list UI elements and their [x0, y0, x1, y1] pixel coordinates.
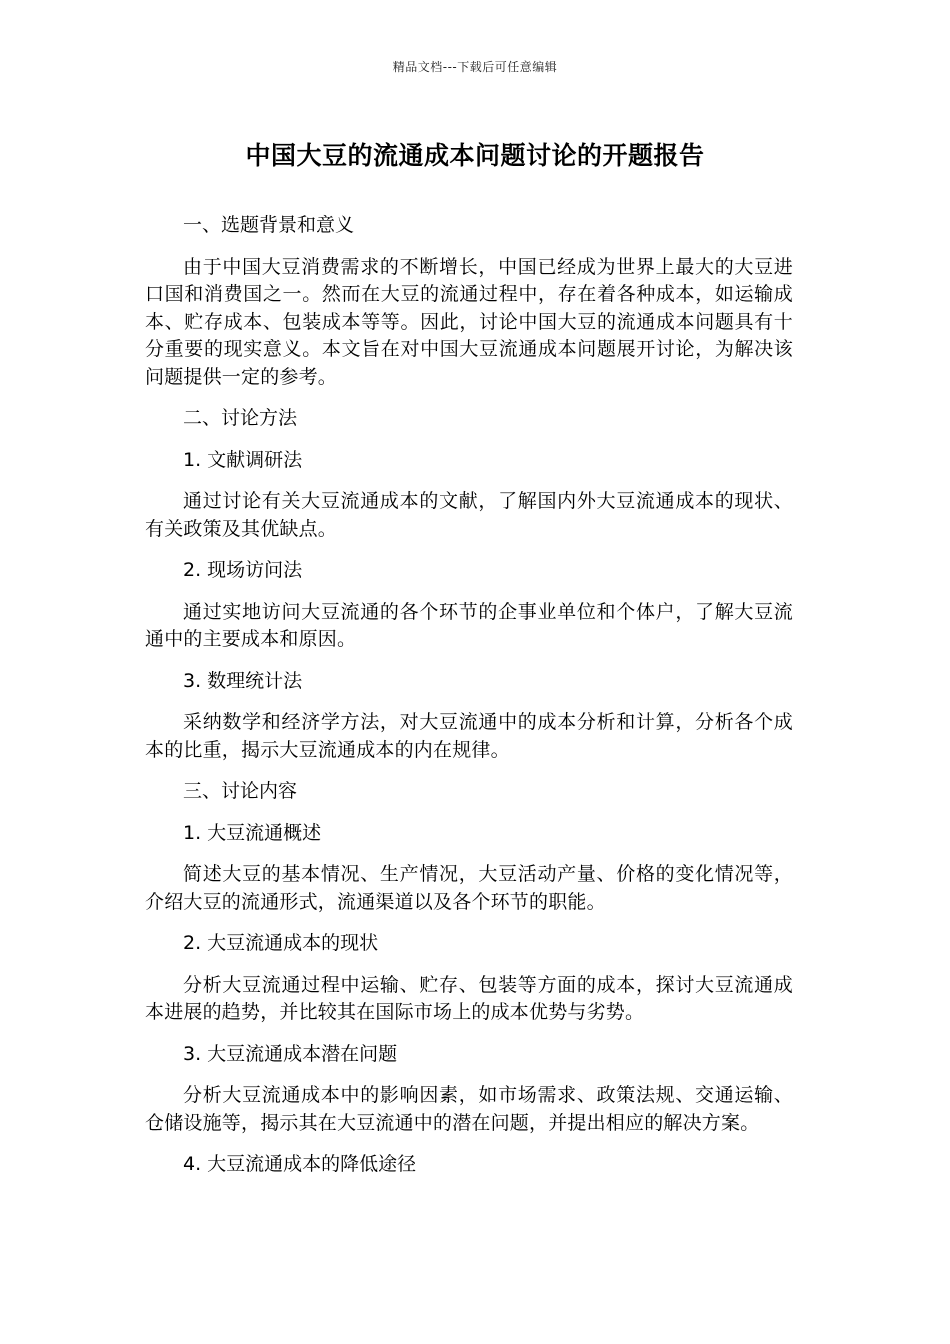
- subheading-literature: 1. 文献调研法: [183, 448, 303, 471]
- section-heading-content: 三、讨论内容: [183, 780, 298, 802]
- subheading-overview: 1. 大豆流通概述: [183, 821, 322, 844]
- subheading-field-visit: 2. 现场访问法: [183, 559, 303, 581]
- document-title: 中国大豆的流通成本问题讨论的开题报告: [245, 141, 705, 170]
- subheading-statistics: 3. 数理统计法: [183, 669, 303, 692]
- subheading-cost-reduction: 4. 大豆流通成本的降低途径: [183, 1153, 417, 1175]
- paragraph-potential-problems: 分析大豆流通成本中的影响因素，如市场需求、政策法规、交通运输、仓储设施等，揭示其在大豆流通中的潜在问题，并提出相应的解决方案。: [145, 1084, 793, 1134]
- header-note: 精品文档---下载后可任意编辑: [392, 60, 558, 74]
- paragraph-field-visit: 通过实地访问大豆流通的各个环节的企事业单位和个体户，了解大豆流通中的主要成本和原因。: [145, 600, 793, 650]
- paragraph-statistics: 采纳数学和经济学方法，对大豆流通中的成本分析和计算，分析各个成本的比重，揭示大豆流通成本的内在规律。: [145, 711, 793, 761]
- paragraph-overview: 简述大豆的基本情况、生产情况，大豆活动产量、价格的变化情况等，介绍大豆的流通形式，流通渠道以及各个环节的职能。: [145, 863, 793, 913]
- document-body: [145, 212, 793, 1193]
- paragraph-literature: 通过讨论有关大豆流通成本的文献，了解国内外大豆流通成本的现状、有关政策及其优缺点。: [145, 490, 793, 540]
- paragraph-current-status: 分析大豆流通过程中运输、贮存、包装等方面的成本，探讨大豆流通成本进展的趋势，并比较其在国际市场上的成本优势与劣势。: [145, 973, 793, 1023]
- subheading-current-status: 2. 大豆流通成本的现状: [183, 932, 379, 954]
- subheading-potential-problems: 3. 大豆流通成本潜在问题: [183, 1042, 398, 1065]
- section-heading-methods: 二、讨论方法: [183, 407, 298, 429]
- section-heading-background: 一、选题背景和意义: [183, 214, 355, 236]
- paragraph-background: 由于中国大豆消费需求的不断增长，中国已经成为世界上最大的大豆进口国和消费国之一。然而在大豆的流通过程中，存在着各种成本，如运输成本、贮存成本、包装成本等等。因此，讨论中国大豆的流通成本问题具有十分重要的现实意义。本文旨在对中国大豆流通成本问题展开讨论，为解决该问题提供一定的参考。: [145, 255, 793, 388]
